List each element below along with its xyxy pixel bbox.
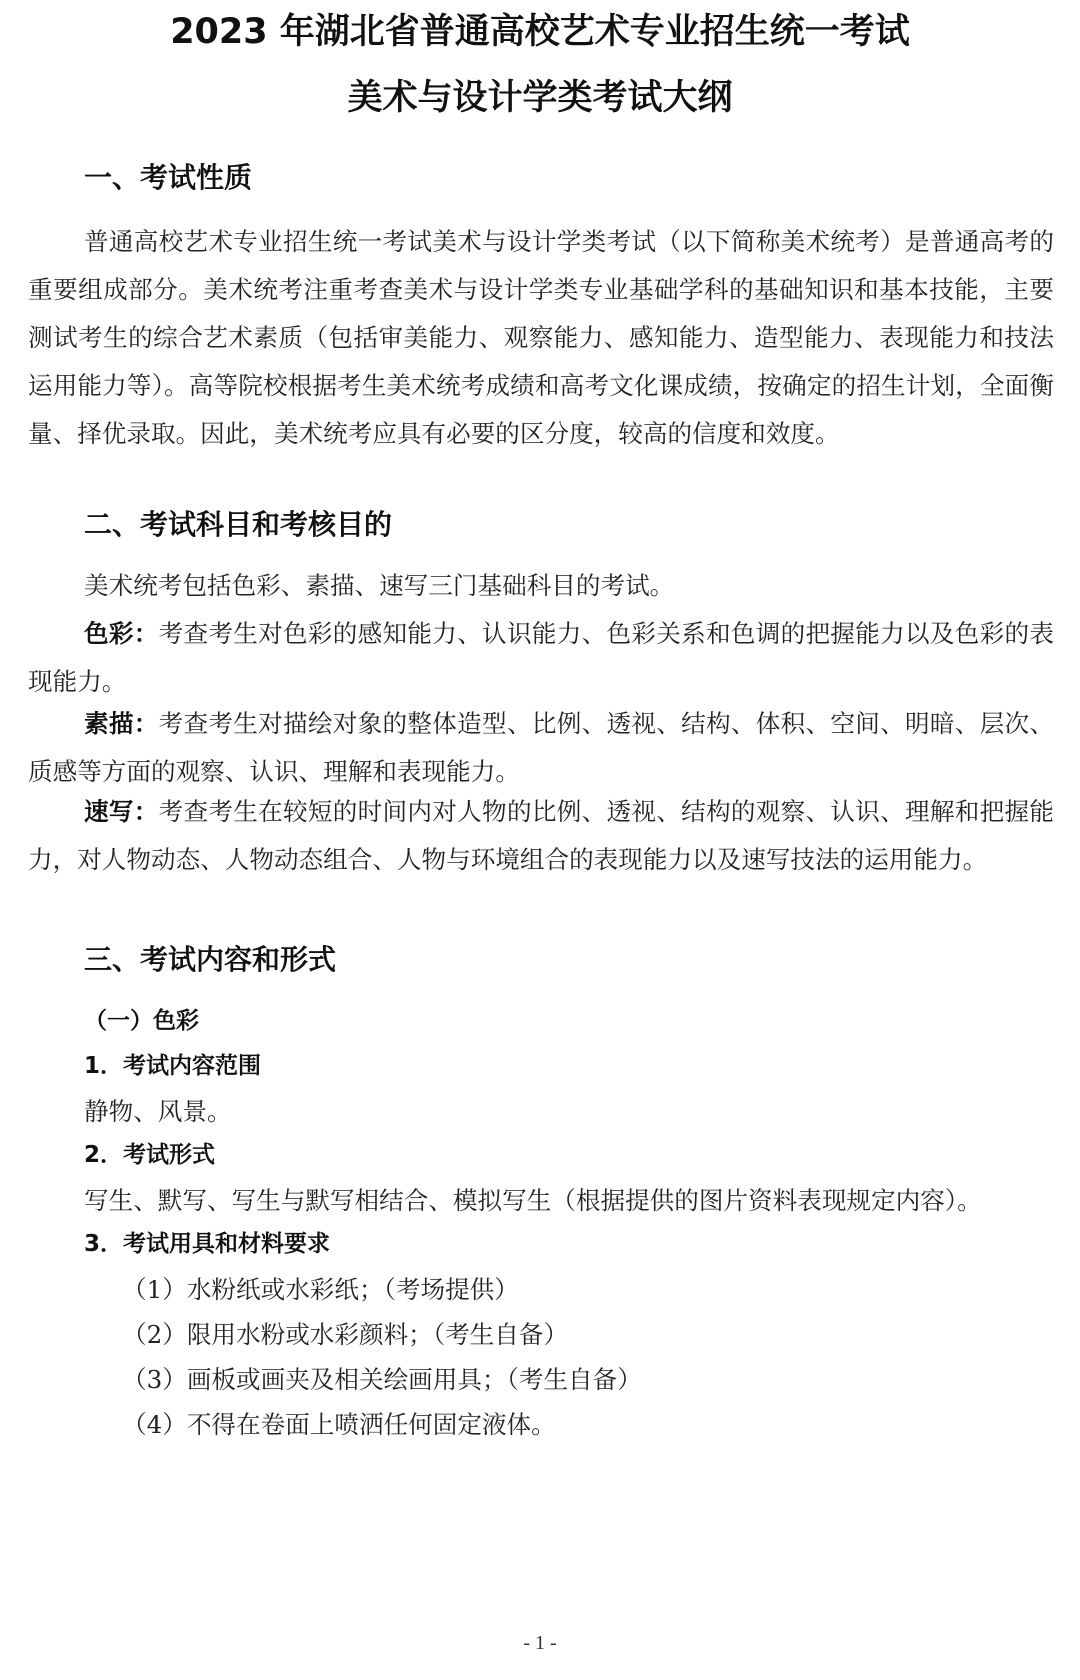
section3-heading: 三、考试内容和形式 [84, 943, 337, 976]
section3-sub1-heading: （一）色彩 [84, 1008, 199, 1034]
materials-item: （3）画板或画夹及相关绘画用具；（考生自备） [122, 1365, 642, 1394]
subject-quick-sketch-text: 考查考生在较短的时间内对人物的比例、透视、结构的观察、认识、理解和把握能力，对人物动态、人物动态组合、人物与环境组合的表现能力以及速写技法的运用能力。 [28, 797, 1054, 874]
subject-quick-sketch-label: 速写： [84, 797, 159, 826]
document-title-line1: 2023 年湖北省普通高校艺术专业招生统一考试 [170, 12, 910, 52]
subject-sketch [28, 700, 1054, 796]
page-number: - 1 - [523, 1632, 557, 1654]
content-scope-text: 静物、风景。 [84, 1097, 232, 1126]
exam-form-heading: 2．考试形式 [84, 1142, 216, 1168]
section2-heading: 二、考试科目和考核目的 [84, 508, 393, 541]
subject-color [28, 610, 1054, 706]
content-scope-heading: 1．考试内容范围 [84, 1053, 262, 1079]
subject-color-text: 考查考生对色彩的感知能力、认识能力、色彩关系和色调的把握能力以及色彩的表现能力。 [28, 619, 1054, 696]
subject-sketch-text: 考查考生对描绘对象的整体造型、比例、透视、结构、体积、空间、明暗、层次、质感等方面的观察、认识、理解和表现能力。 [28, 709, 1054, 786]
materials-item: （1）水粉纸或水彩纸；（考场提供） [122, 1275, 519, 1304]
materials-item: （2）限用水粉或水彩颜料；（考生自备） [122, 1320, 569, 1349]
section2-intro: 美术统考包括色彩、素描、速写三门基础科目的考试。 [84, 571, 675, 600]
materials-item: （4）不得在卷面上喷洒任何固定液体。 [122, 1410, 556, 1439]
materials-heading: 3．考试用具和材料要求 [84, 1231, 331, 1257]
section1-heading: 一、考试性质 [84, 161, 253, 194]
section1-body: 普通高校艺术专业招生统一考试美术与设计学类考试（以下简称美术统考）是普通高考的重要组成部分。美术统考注重考查美术与设计学类专业基础学科的基础知识和基本技能，主要测试考生的综合艺术素质（包括审美能力、观察能力、感知能力、造型能力、表现能力和技法运用能力等）。高等院校根据考生美术统考成绩和高考文化课成绩，按确定的招生计划，全面衡量、择优录取。因此，美术统考应具有必要的区分度，较高的信度和效度。 [28, 227, 1054, 448]
exam-form-text: 写生、默写、写生与默写相结合、模拟写生（根据提供的图片资料表现规定内容）。 [84, 1186, 982, 1215]
subject-color-label: 色彩： [84, 619, 159, 648]
subject-sketch-label: 素描： [84, 709, 159, 738]
subject-quick-sketch [28, 788, 1054, 884]
document-title-line2: 美术与设计学类考试大纲 [347, 78, 733, 118]
